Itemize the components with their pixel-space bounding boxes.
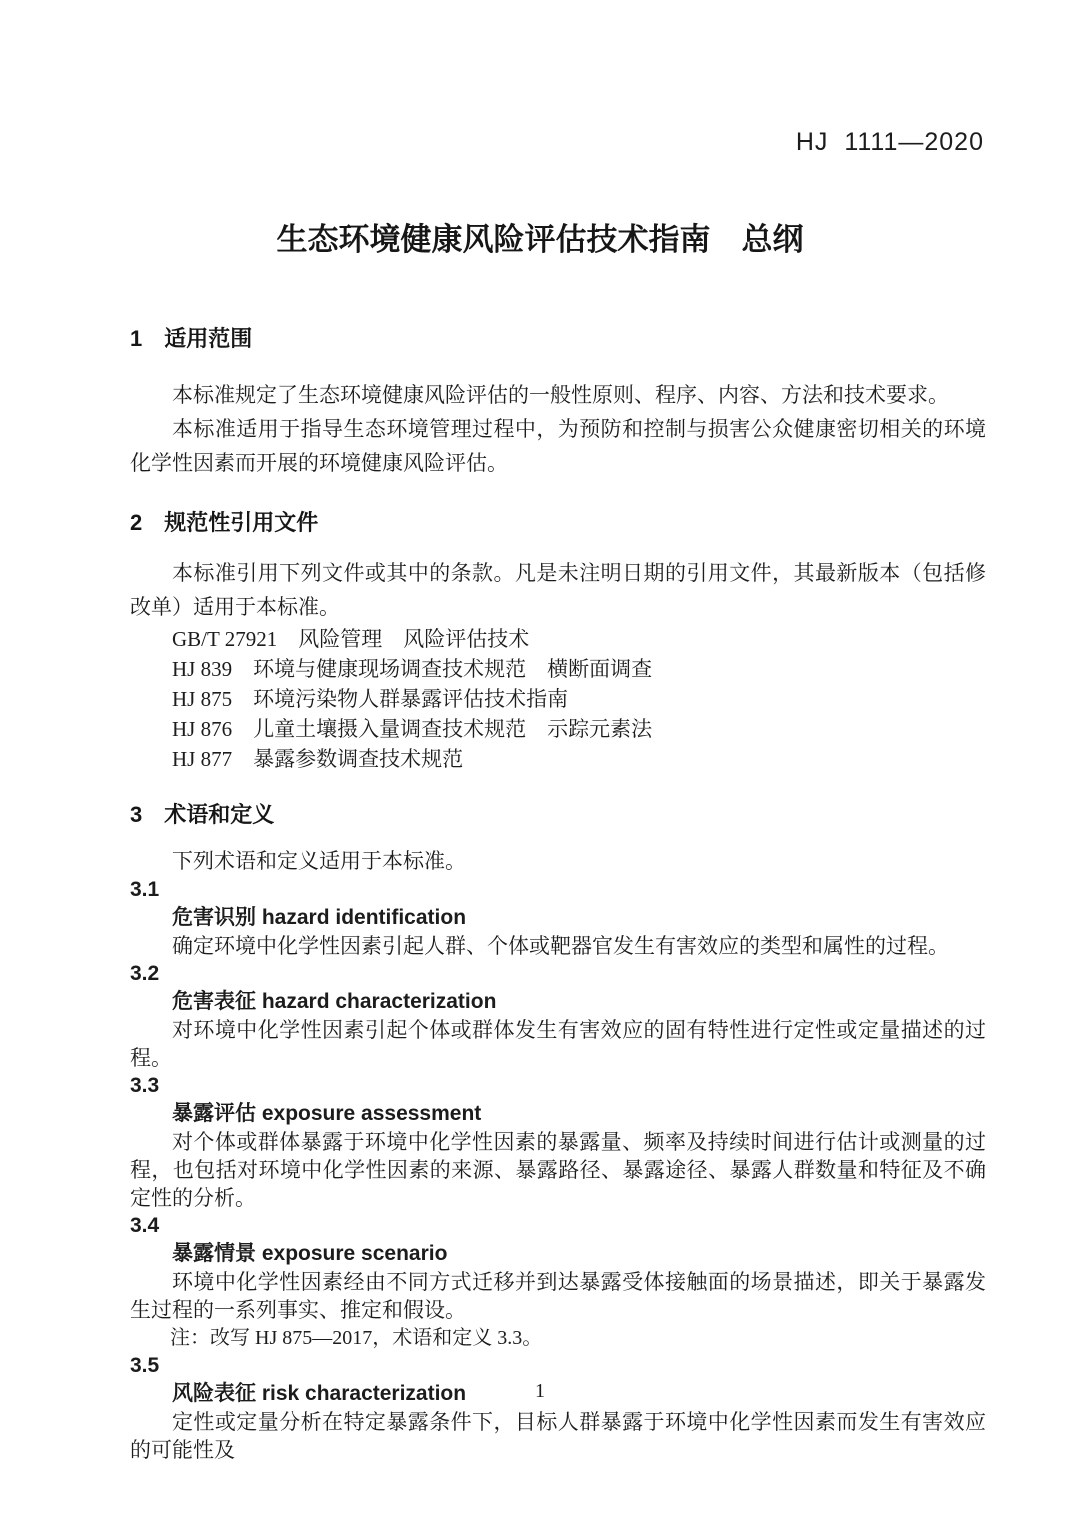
term-definition: 对个体或群体暴露于环境中化学性因素的暴露量、频率及持续时间进行估计或测量的过程，也包括对环境中化学性因素的来源、暴露路径、暴露途径、暴露人群数量和特征及不确定性的分析。	[130, 1130, 986, 1210]
reference-item: GB/T 27921 风险管理 风险评估技术	[172, 627, 530, 651]
document-body	[130, 322, 986, 1464]
term-number: 3.5	[130, 1354, 160, 1377]
term-number: 3.3	[130, 1074, 160, 1097]
term-name: 危害识别 hazard identification	[172, 906, 467, 929]
document-title: 生态环境健康风险评估技术指南 总纲	[276, 222, 804, 257]
reference-item: HJ 875 环境污染物人群暴露评估技术指南	[172, 687, 569, 711]
reference-item: HJ 876 儿童土壤摄入量调查技术规范 示踪元素法	[172, 717, 653, 741]
term-definition: 环境中化学性因素经由不同方式迁移并到达暴露受体接触面的场景描述，即关于暴露发生过程的一系列事实、推定和假设。	[130, 1270, 986, 1322]
term-name: 暴露评估 exposure assessment	[172, 1102, 482, 1125]
term-entry	[130, 1212, 986, 1352]
terms-intro: 下列术语和定义适用于本标准。	[172, 849, 466, 873]
term-entry	[130, 960, 986, 1072]
term-definition: 确定环境中化学性因素引起人群、个体或靶器官发生有害效应的类型和属性的过程。	[172, 934, 949, 958]
scope-paragraph-2: 本标准适用于指导生态环境管理过程中，为预防和控制与损害公众健康密切相关的环境化学性因素而开展的环境健康风险评估。	[130, 417, 986, 475]
section-heading-terms-definitions: 3 术语和定义	[130, 802, 275, 827]
term-number: 3.2	[130, 962, 160, 985]
reference-item: HJ 877 暴露参数调查技术规范	[172, 747, 464, 771]
section-heading-scope: 1 适用范围	[130, 326, 253, 351]
term-definition: 定性或定量分析在特定暴露条件下，目标人群暴露于环境中化学性因素而发生有害效应的可能性及	[130, 1410, 986, 1462]
term-number: 3.1	[130, 878, 160, 901]
term-name: 暴露情景 exposure scenario	[172, 1242, 448, 1265]
section-heading-normative-references: 2 规范性引用文件	[130, 510, 319, 535]
term-number: 3.4	[130, 1214, 160, 1237]
reference-item: HJ 839 环境与健康现场调查技术规范 横断面调查	[172, 657, 653, 681]
doc-number: HJ 1111—2020	[795, 128, 984, 156]
term-entry	[130, 876, 986, 960]
term-entry	[130, 1352, 986, 1464]
term-note: 注：改写 HJ 875—2017，术语和定义 3.3。	[170, 1327, 543, 1349]
scope-paragraph-1: 本标准规定了生态环境健康风险评估的一般性原则、程序、内容、方法和技术要求。	[172, 383, 949, 407]
term-entry	[130, 1072, 986, 1212]
references-intro: 本标准引用下列文件或其中的条款。凡是未注明日期的引用文件，其最新版本（包括修改单）适用于本标准。	[130, 561, 986, 619]
term-definition: 对环境中化学性因素引起个体或群体发生有害效应的固有特性进行定性或定量描述的过程。	[130, 1018, 986, 1070]
term-name: 风险表征 risk characterization	[172, 1382, 467, 1405]
page-number: 1	[535, 1380, 545, 1402]
term-name: 危害表征 hazard characterization	[172, 990, 497, 1013]
